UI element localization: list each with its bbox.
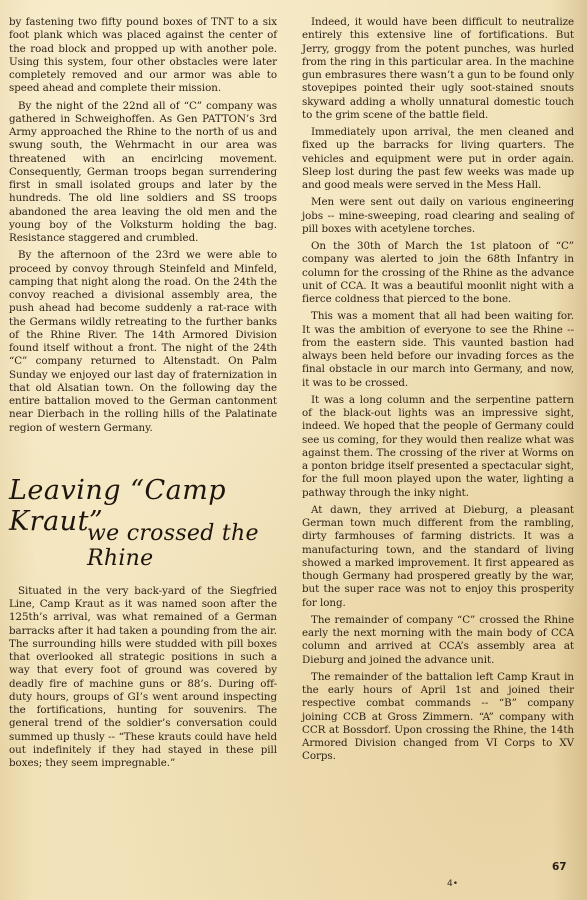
- paragraph: The remainder of the battalion left Camp Kraut in the early hours of April 1st and joined their respective combat commands -- “B” company joining CCB at Gross Zimmern. “A” company with CCR at Bossdorf. Upon crossing the Rhine, the 14th Armored Division changed from VI Corps to XV Corps.: [302, 670, 574, 763]
- paragraph: Men were sent out daily on various engineering jobs -- mine-sweeping, road clearing and sealing of pill boxes with acetylene torches.: [302, 196, 574, 235]
- paragraph: Situated in the very back-yard of the Siegfried Line, Camp Kraut as it was named soon after the 125th’s arrival, was what remained of a German barracks after it had taken a pounding from the air. The surrounding hills were studded with pill boxes that overlooked all strategic positions in such a way that every foot of ground was covered by deadly fire of machine guns or 88’s. During off-duty hours, groups of GI’s went around inspecting the fortifications, hunting for souvenirs. The general trend of the soldier’s conversation could summed up thusly -- “These krauts could have held out indefinitely if they had stayed in these pill boxes; they seem impregnable.”: [9, 584, 277, 769]
- right-column: [302, 16, 574, 764]
- paragraph: On the 30th of March the 1st platoon of “C” company was alerted to join the 68th Infantry in column for the crossing of the Rhine as the advance unit of CCA. It was a beautiful moonlit night with a fierce coldness that pierced to the bone.: [302, 240, 574, 305]
- paragraph: This was a moment that all had been waiting for. It was the ambition of everyone to see the Rhine -- from the eastern side. This vaunted bastion had always been held before our invading forces as the final obstacle in our march into Germany, and now, it was to be crossed.: [302, 310, 574, 389]
- section-heading-line-2: we crossed the Rhine: [87, 520, 259, 571]
- paragraph: By the night of the 22nd all of “C” company was gathered in Schweighoffen. As Gen PATTON’s 3rd Army approached the Rhine to the north of us and swung south, the Wehrmacht in our area was threatened with an encirlcing movement. Consequently, German troops began surrendering first in small isolated groups and later by the hundreds. The old line soldiers and SS troops abandoned the area leaving the old men and the young boy of the Volksturm holding the bag. Resistance staggered and crumbled.: [9, 99, 277, 244]
- signature-mark: 4•: [447, 879, 459, 889]
- left-column: [9, 16, 277, 770]
- paragraph: by fastening two fifty pound boxes of TNT to a six foot plank which was placed against the center of the road block and propped up with another pole. Using this system, four other obstacles were later completely removed and our armor was able to speed ahead and complete their mission.: [9, 16, 277, 95]
- paragraph: Indeed, it would have been difficult to neutralize entirely this extensive line of fortifications. But Jerry, groggy from the potent punches, was hurled from the ring in this particular area. In the machine gun embrasures there wasn’t a gun to be found only stovepipes pointed their ugly soot-stained snouts skyward adding a wholly unnatural domestic touch to the grim scene of the battle field.: [302, 16, 574, 121]
- section-heading-line-1: Leaving “Camp Kraut”: [9, 474, 227, 537]
- paragraph: The remainder of company “C” crossed the Rhine early the next morning with the main body of CCA column and arrived at CCA’s assembly area at Dieburg and joined the advance unit.: [302, 613, 574, 666]
- section-heading: [9, 474, 277, 571]
- page-number: 67: [552, 861, 567, 873]
- paragraph: Immediately upon arrival, the men cleaned and fixed up the barracks for living quarters. The vehicles and equipment were put in order again. Sleep lost during the past few weeks was made up and good meals were served in the Mess Hall.: [302, 126, 574, 191]
- paragraph: By the afternoon of the 23rd we were able to proceed by convoy through Steinfeld and Minfeld, camping that night along the road. On the 24th the convoy reached a divisional assembly area, the push ahead had become suddenly a rat-race with the Germans wildly retreating to the further banks of the Rhine River. The 14th Armored Division found itself without a front. The night of the 24th “C” company returned to Altenstadt. On Palm Sunday we enjoyed our last day of fraternization in that old Alsatian town. On the following day the entire battalion moved to the German cantonment near Dierbach in the rolling hills of the Palatinate region of western Germany.: [9, 249, 277, 434]
- paragraph: At dawn, they arrived at Dieburg, a pleasant German town much different from the rambling, dirty farmhouses of farming districts. It was a manufacturing town, and the standard of living showed a marked improvement. It first appeared as though Germany had prospered greatly by the war, but the super race was not to enjoy this prosperity for long.: [302, 503, 574, 609]
- paragraph: It was a long column and the serpentine pattern of the black-out lights was an impressive sight, indeed. We hoped that the people of Germany could see us coming, for they would then realize what was against them. The crossing of the river at Worms on a ponton bridge itself presented a spectacular sight, for the full moon played upon the water, lighting a pathway through the inky night.: [302, 393, 574, 499]
